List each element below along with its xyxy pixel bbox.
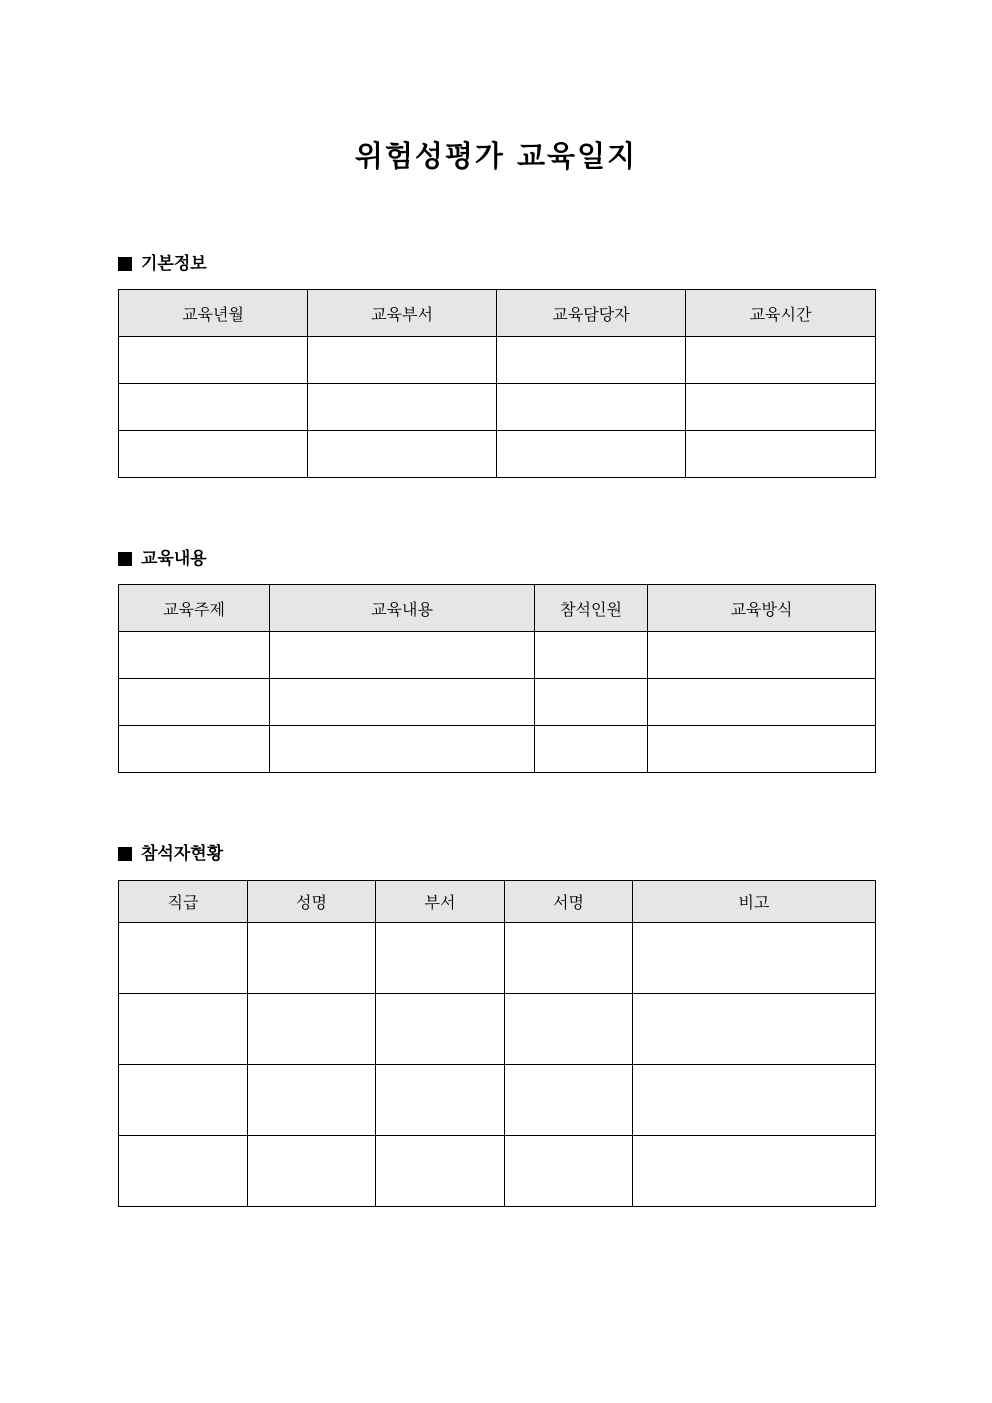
input-cell[interactable]	[686, 384, 876, 431]
input-cell[interactable]	[270, 632, 535, 679]
input-cell[interactable]	[270, 726, 535, 773]
section-heading-basic-info	[118, 252, 207, 276]
column-header: 교육년월	[119, 290, 308, 337]
input-cell[interactable]	[376, 994, 505, 1065]
input-cell[interactable]	[119, 337, 308, 384]
input-cell[interactable]	[497, 337, 686, 384]
input-cell[interactable]	[270, 679, 535, 726]
input-cell[interactable]	[505, 994, 633, 1065]
table-row	[119, 1065, 876, 1136]
black-square-bullet-icon	[118, 847, 132, 861]
section-heading-attendees	[118, 842, 223, 866]
input-cell[interactable]	[248, 1065, 376, 1136]
input-cell[interactable]	[376, 1136, 505, 1207]
input-cell[interactable]	[119, 1136, 248, 1207]
input-cell[interactable]	[308, 337, 497, 384]
input-cell[interactable]	[119, 679, 270, 726]
input-cell[interactable]	[497, 431, 686, 478]
black-square-bullet-icon	[118, 552, 132, 566]
input-cell[interactable]	[633, 1136, 876, 1207]
input-cell[interactable]	[535, 632, 648, 679]
black-square-bullet-icon	[118, 257, 132, 271]
input-cell[interactable]	[505, 1065, 633, 1136]
table-header-row	[119, 585, 876, 632]
input-cell[interactable]	[648, 679, 876, 726]
column-header: 성명	[248, 881, 376, 923]
column-header: 교육방식	[648, 585, 876, 632]
table-row	[119, 431, 876, 478]
input-cell[interactable]	[308, 431, 497, 478]
column-header: 서명	[505, 881, 633, 923]
column-header: 부서	[376, 881, 505, 923]
input-cell[interactable]	[376, 923, 505, 994]
table-row	[119, 726, 876, 773]
input-cell[interactable]	[505, 1136, 633, 1207]
input-cell[interactable]	[248, 994, 376, 1065]
column-header: 참석인원	[535, 585, 648, 632]
input-cell[interactable]	[686, 337, 876, 384]
table-row	[119, 923, 876, 994]
section-heading-label: 교육내용	[141, 549, 207, 569]
basic-info-table	[118, 289, 876, 478]
input-cell[interactable]	[119, 632, 270, 679]
input-cell[interactable]	[248, 1136, 376, 1207]
section-heading-label: 기본정보	[141, 254, 207, 274]
table-header-row	[119, 881, 876, 923]
column-header: 직급	[119, 881, 248, 923]
input-cell[interactable]	[119, 1065, 248, 1136]
input-cell[interactable]	[248, 923, 376, 994]
input-cell[interactable]	[648, 726, 876, 773]
input-cell[interactable]	[633, 923, 876, 994]
attendees-table	[118, 880, 876, 1207]
column-header: 교육시간	[686, 290, 876, 337]
input-cell[interactable]	[633, 1065, 876, 1136]
education-content-table	[118, 584, 876, 773]
input-cell[interactable]	[308, 384, 497, 431]
section-heading-education-content	[118, 547, 207, 571]
column-header: 교육담당자	[497, 290, 686, 337]
table-row	[119, 1136, 876, 1207]
table-row	[119, 679, 876, 726]
input-cell[interactable]	[648, 632, 876, 679]
input-cell[interactable]	[505, 923, 633, 994]
table-row	[119, 632, 876, 679]
input-cell[interactable]	[686, 431, 876, 478]
page-title: 위험성평가 교육일지	[354, 139, 638, 173]
column-header: 비고	[633, 881, 876, 923]
input-cell[interactable]	[497, 384, 686, 431]
column-header: 교육내용	[270, 585, 535, 632]
input-cell[interactable]	[119, 431, 308, 478]
section-heading-label: 참석자현황	[141, 844, 224, 864]
input-cell[interactable]	[535, 726, 648, 773]
table-row	[119, 337, 876, 384]
input-cell[interactable]	[535, 679, 648, 726]
table-row	[119, 384, 876, 431]
input-cell[interactable]	[119, 994, 248, 1065]
input-cell[interactable]	[119, 384, 308, 431]
input-cell[interactable]	[633, 994, 876, 1065]
input-cell[interactable]	[119, 923, 248, 994]
input-cell[interactable]	[119, 726, 270, 773]
column-header: 교육주제	[119, 585, 270, 632]
column-header: 교육부서	[308, 290, 497, 337]
table-row	[119, 994, 876, 1065]
input-cell[interactable]	[376, 1065, 505, 1136]
table-header-row	[119, 290, 876, 337]
